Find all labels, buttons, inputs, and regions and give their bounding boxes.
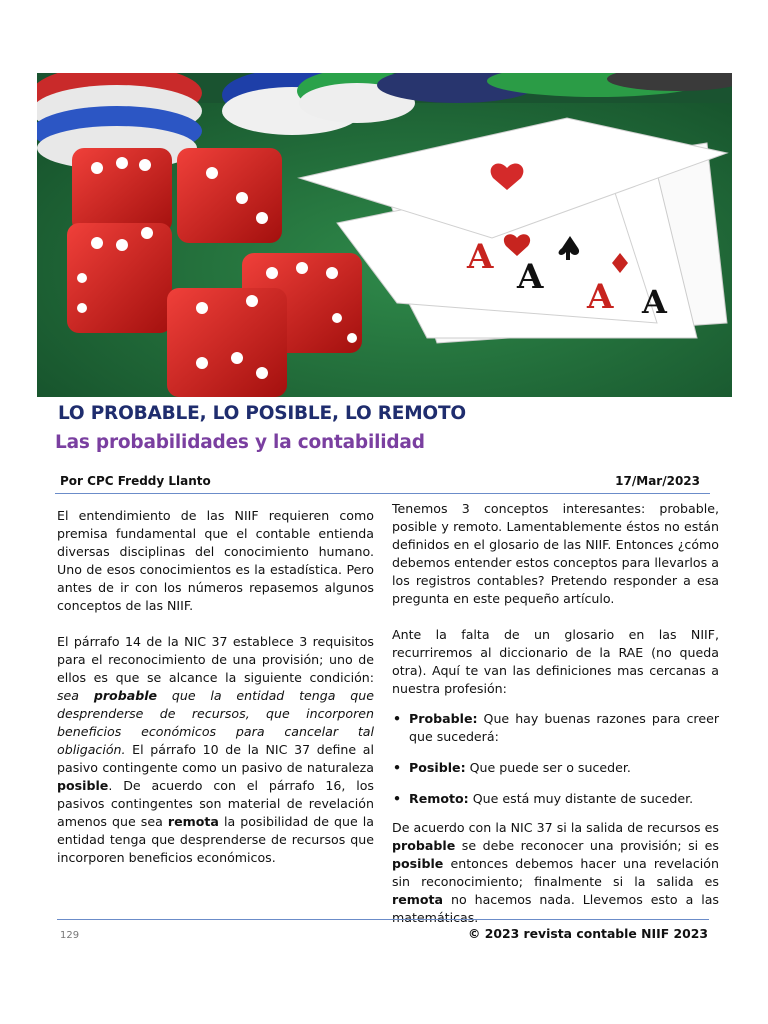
list-item: • Remoto: Que está muy distante de suceder. [392, 790, 719, 808]
author-byline: Por CPC Freddy Llanto [60, 474, 211, 488]
paragraph: Ante la falta de un glosario en las NIIF, recurriremos al diccionario de la RAE (no queda otra). Aquí te van las definiciones mas cercanas a nuestra profesión: [392, 627, 719, 696]
list-item: • Probable: Que hay buenas razones para creer que sucederá: [392, 710, 719, 746]
footer-divider [57, 919, 709, 920]
casino-dice-cards-image [37, 73, 732, 397]
paragraph: El entendimiento de las NIIF requieren como premisa fundamental que el contable entienda diversas disciplinas del conocimiento humano. Uno de esos conocimientos es la estadística. Pero antes de ir con los números repasemos algunos conceptos de las NIIF. [57, 508, 374, 613]
article-subtitle: Las probabilidades y la contabilidad [55, 432, 425, 453]
paragraph: Tenemos 3 conceptos interesantes: probable, posible y remoto. Lamentablemente éstos no están definidos en el glosario de las NIIF. Entonces ¿cómo debemos entender estos conceptos para llevarlos a los registros contables? Pretendo responder a esa pregunta en este pequeño artículo. [392, 501, 719, 606]
hero-image [37, 73, 732, 397]
article-title: LO PROBABLE, LO POSIBLE, LO REMOTO [58, 403, 466, 424]
paragraph: De acuerdo con la NIC 37 si la salida de recursos es probable se debe reconocer una provisión; si es posible entonces debemos hacer una revelación sin reconocimiento; finalmente si la salida es remota no hacemos nada. Llevemos esto a las matemáticas. [392, 820, 719, 925]
definitions-list [392, 710, 719, 808]
list-item: • Posible: Que puede ser o suceder. [392, 759, 719, 777]
header-divider [55, 493, 710, 494]
svg-text:A: A [467, 237, 494, 277]
right-column [392, 500, 719, 927]
paragraph: El párrafo 14 de la NIC 37 establece 3 requisitos para el reconocimiento de una provisión; uno de ellos es que se alcance la siguiente condición: sea probable que la entidad tenga que desprenderse de recursos, que incorporen beneficios económicos para cancelar tal obligación. El párrafo 10 de la NIC 37 define al pasivo contingente como un pasivo de naturaleza posible. De acuerdo con el párrafo 16, los pasivos contingentes son material de revelación amenos que sea remota la posibilidad de que la entidad tenga que desprenderse de recursos que incorporen beneficios económicos. [57, 634, 374, 865]
svg-text:A: A [642, 283, 667, 321]
svg-text:A: A [587, 277, 614, 317]
publish-date: 17/Mar/2023 [615, 474, 700, 488]
copyright-notice: © 2023 revista contable NIIF 2023 [468, 926, 708, 941]
left-column [57, 507, 374, 867]
page-number: 129 [60, 930, 80, 941]
svg-text:A: A [517, 257, 544, 297]
